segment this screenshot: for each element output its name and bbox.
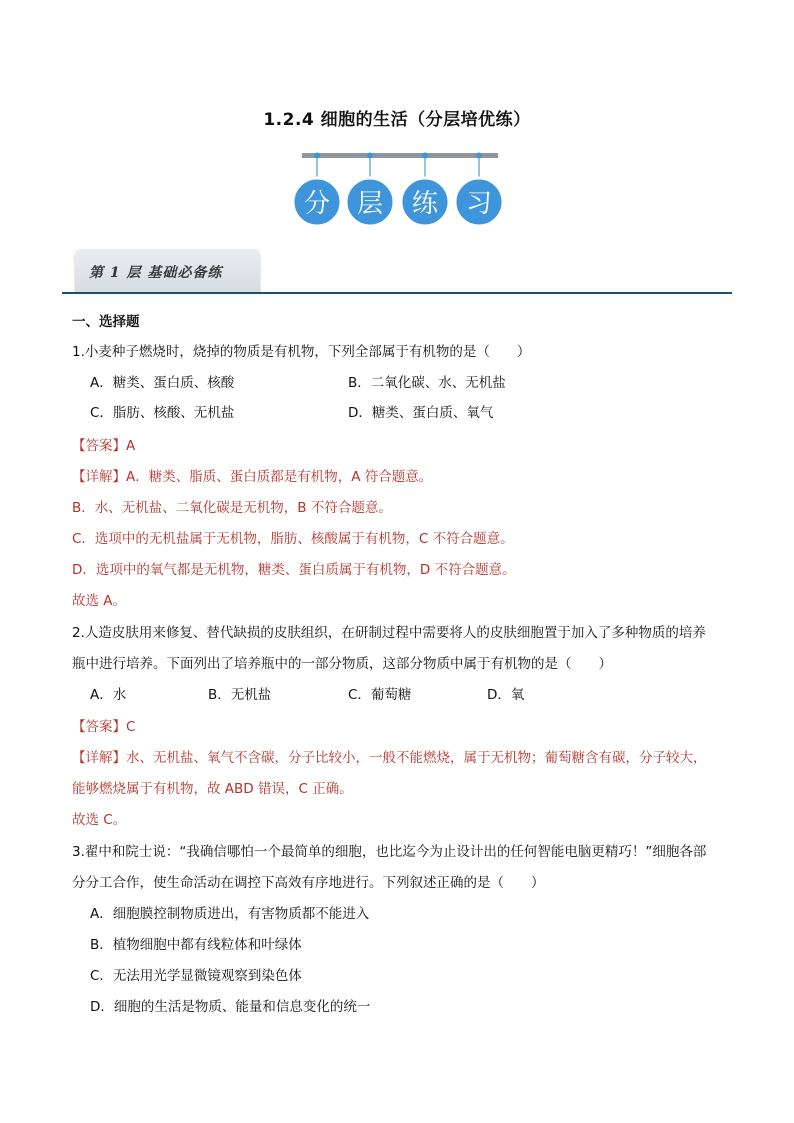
banner-bar	[302, 153, 498, 158]
q1-stem: 1.小麦种子燃烧时，烧掉的物质是有机物，下列全部属于有机物的是（ ）	[72, 344, 531, 360]
q1-option-c: C．脂肪、核酸、无机盐	[90, 405, 235, 421]
q2-option-c: C．葡萄糖	[348, 687, 412, 703]
q2-detail-1	[72, 749, 707, 767]
q2-option-b: B．无机盐	[208, 687, 272, 703]
q3-stem-2: 分分工合作，使生命活动在调控下高效有序地进行。下列叙述正确的是（ ）	[72, 875, 545, 891]
banner-char-1: 分	[303, 189, 331, 219]
q2-detail-2: 能够燃烧属于有机物，故 ABD 错误，C 正确。	[72, 781, 353, 797]
q1-detail-3: C．选项中的无机盐属于无机物，脂肪、核酸属于有机物，C 不符合题意。	[72, 531, 514, 547]
q1-detail-1	[72, 468, 432, 486]
q1-detail-4: D．选项中的氧气都是无机物，糖类、蛋白质属于有机物，D 不符合题意。	[72, 562, 516, 578]
banner-peg-3	[422, 153, 428, 159]
banner-circle-3	[401, 178, 449, 226]
q2-option-a: A．水	[90, 687, 127, 703]
q1-option-d: D．糖类、蛋白质、氧气	[348, 405, 494, 421]
q1-answer-tag: 【答案】	[72, 438, 126, 454]
q2-option-d: D．氧	[487, 687, 525, 703]
banner-char-4: 习	[465, 189, 493, 219]
banner-char-2: 层	[356, 189, 384, 219]
q1-option-b: B．二氧化碳、水、无机盐	[348, 375, 506, 391]
q1-answer	[72, 437, 135, 455]
q2-detail-1-text: 水、无机盐、氧气不含碳，分子比较小，一般不能燃烧，属于无机物；葡萄糖含有碳，分子较大，	[126, 750, 707, 766]
q1-conclusion: 故选 A。	[72, 593, 127, 609]
banner-char-3: 练	[411, 189, 439, 219]
banner-circle-2	[346, 178, 394, 226]
q2-conclusion: 故选 C。	[72, 812, 127, 828]
practice-banner	[290, 150, 510, 230]
layer-tab	[75, 249, 260, 292]
q1-detail-1-text: A．糖类、脂质、蛋白质都是有机物，A 符合题意。	[126, 469, 433, 485]
banner-circle-1	[293, 178, 341, 226]
q1-option-a: A．糖类、蛋白质、核酸	[90, 375, 235, 391]
q1-detail-tag: 【详解】	[72, 469, 126, 485]
q2-stem-2: 瓶中进行培养。下面列出了培养瓶中的一部分物质，这部分物质中属于有机物的是（ ）	[72, 656, 612, 672]
section-heading: 一、选择题	[72, 314, 140, 330]
banner-peg-4	[476, 153, 482, 159]
q2-answer	[72, 718, 135, 736]
document-title: 1.2.4 细胞的生活（分层培优练）	[263, 110, 531, 130]
banner-circle-4	[455, 178, 503, 226]
q1-detail-2: B．水、无机盐、二氧化碳是无机物，B 不符合题意。	[72, 500, 392, 516]
q3-option-b: B．植物细胞中都有线粒体和叶绿体	[90, 937, 302, 953]
layer-divider	[62, 292, 732, 294]
banner-peg-1	[314, 153, 320, 159]
q3-option-c: C．无法用光学显微镜观察到染色体	[90, 968, 302, 984]
q2-answer-tag: 【答案】	[72, 719, 126, 735]
q2-stem-1: 2.人造皮肤用来修复、替代缺损的皮肤组织，在研制过程中需要将人的皮肤细胞置于加入了多种物质的培养	[72, 625, 706, 641]
q3-option-d: D．细胞的生活是物质、能量和信息变化的统一	[90, 999, 371, 1015]
q3-stem-1: 3.翟中和院士说：“我确信哪怕一个最简单的细胞，也比迄今为止设计出的任何智能电脑更精巧！”细胞各部	[72, 844, 707, 860]
q1-answer-value: A	[126, 438, 136, 454]
layer-label: 第 1 层 基础必备练	[89, 265, 223, 281]
q2-answer-value: C	[126, 719, 136, 735]
banner-peg-2	[367, 153, 373, 159]
q2-detail-tag: 【详解】	[72, 750, 126, 766]
q3-option-a: A．细胞膜控制物质进出，有害物质都不能进入	[90, 906, 370, 922]
